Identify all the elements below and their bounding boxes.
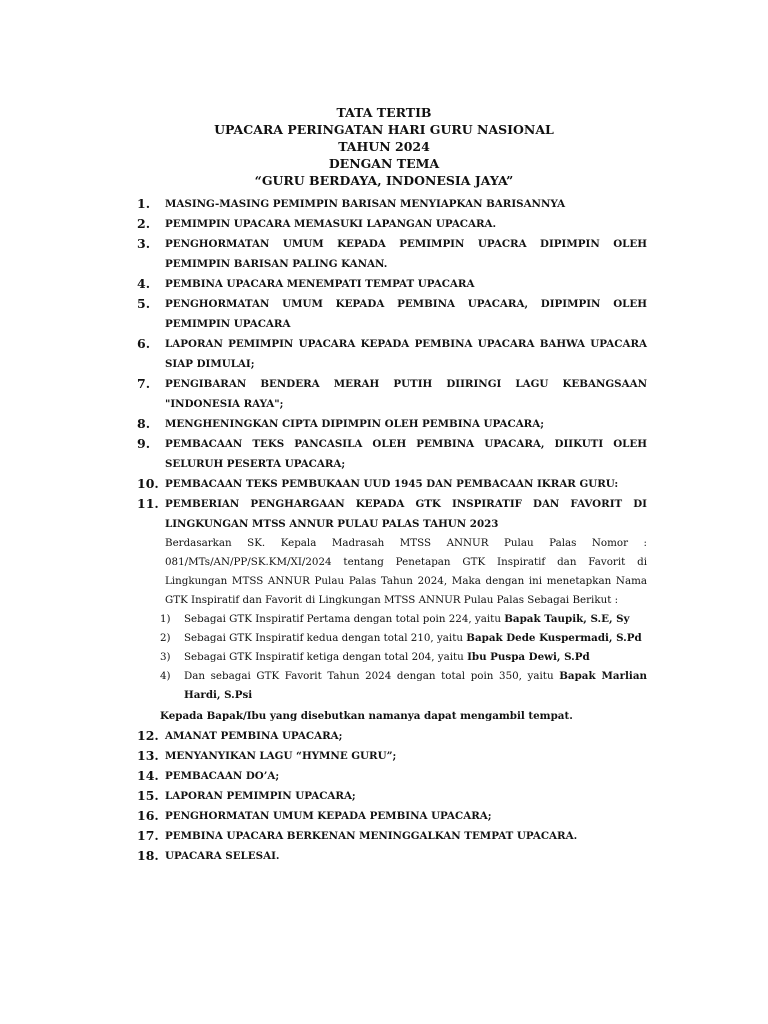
list-item: [0, 214, 768, 234]
item-number: 10.: [137, 476, 159, 491]
header-title: TATA TERTIB: [336, 105, 432, 120]
list-item: [0, 826, 768, 846]
item-text: PEMBERIAN PENGHARGAAN KEPADA GTK INSPIRATIF DAN FAVORIT DI LINGKUNGAN MTSS ANNUR PULAU PALAS TAHUN 2023: [165, 498, 647, 530]
list-item: [0, 294, 768, 334]
award-recipient: Bapak Dede Kuspermadi, S.Pd: [466, 632, 642, 644]
award-item: [0, 629, 768, 648]
item-number: 3.: [137, 236, 151, 251]
list-item: [0, 274, 768, 294]
award-item: [0, 610, 768, 629]
header-theme-label: DENGAN TEMA: [328, 156, 440, 171]
item-number: 16.: [137, 808, 159, 823]
item-number: 8.: [137, 416, 151, 431]
award-number: 4): [160, 670, 171, 682]
item-number: 1.: [137, 196, 151, 211]
item-text: LAPORAN PEMIMPIN UPACARA;: [165, 790, 356, 802]
list-item: [0, 846, 768, 866]
item-number: 2.: [137, 216, 151, 231]
award-number: 2): [160, 632, 171, 644]
list-item: [0, 334, 768, 374]
item-text: PEMBINA UPACARA MENEMPATI TEMPAT UPACARA: [165, 278, 475, 290]
award-number: 3): [160, 651, 171, 663]
header-theme: “GURU BERDAYA, INDONESIA JAYA”: [254, 173, 514, 188]
item-number: 9.: [137, 436, 151, 451]
award-recipient: Bapak Marlian Hardi, S.Psi: [184, 670, 647, 701]
award-note: Kepada Bapak/Ibu yang disebutkan namanya dapat mengambil tempat.: [160, 710, 573, 722]
award-item: [0, 667, 768, 705]
award-text: Sebagai GTK Inspiratif ketiga dengan total 204, yaitu: [184, 651, 468, 663]
item-number: 4.: [137, 276, 151, 291]
list-item: [0, 726, 768, 746]
award-recipient: Ibu Puspa Dewi, S.Pd: [467, 651, 590, 663]
item-number: 17.: [137, 828, 159, 843]
list-item: [0, 806, 768, 826]
item-number: 18.: [137, 848, 159, 863]
item-text: PENGHORMATAN UMUM KEPADA PEMBINA UPACARA;: [165, 810, 492, 822]
item-number: 13.: [137, 748, 159, 763]
document-header: [0, 104, 768, 189]
item-number: 7.: [137, 376, 151, 391]
award-text: Sebagai GTK Inspiratif kedua dengan total 210, yaitu: [184, 632, 467, 644]
item-text: PEMBACAAN TEKS PANCASILA OLEH PEMBINA UPACARA, DIIKUTI OLEH SELURUH PESERTA UPACARA;: [165, 438, 647, 470]
item-text: PEMBACAAN DO’A;: [165, 770, 280, 782]
item-text: PEMIMPIN UPACARA MEMASUKI LAPANGAN UPACARA.: [165, 218, 497, 230]
list-item: [0, 414, 768, 434]
item-text: PENGHORMATAN UMUM KEPADA PEMIMPIN UPACRA DIPIMPIN OLEH PEMIMPIN BARISAN PALING KANAN.: [165, 238, 647, 270]
list-item: [0, 374, 768, 414]
item-number: 15.: [137, 788, 159, 803]
list-item: [0, 194, 768, 214]
list-item: [0, 434, 768, 474]
header-year: TAHUN 2024: [338, 139, 430, 154]
award-text: Sebagai GTK Inspiratif Pertama dengan total poin 224, yaitu: [184, 613, 505, 625]
header-event: UPACARA PERINGATAN HARI GURU NASIONAL: [214, 122, 554, 137]
decree-paragraph: Berdasarkan SK. Kepala Madrasah MTSS ANNUR Pulau Palas Nomor : 081/MTs/AN/PP/SK.KM/XI/2024 tentang Penetapan GTK Inspiratif dan Favorit di Lingkungan MTSS ANNUR Pulau Palas Tahun 2024, Maka dengan ini menetapkan Nama GTK Inspiratif dan Favorit di Lingkungan MTSS ANNUR Pulau Palas Sebagai Berikut :: [165, 537, 647, 606]
item-text: MENGHENINGKAN CIPTA DIPIMPIN OLEH PEMBINA UPACARA;: [165, 418, 545, 430]
agenda-list: [0, 194, 768, 866]
list-item: [0, 746, 768, 766]
award-text: Dan sebagai GTK Favorit Tahun 2024 dengan total poin 350, yaitu: [184, 670, 560, 682]
item-text: PENGHORMATAN UMUM KEPADA PEMBINA UPACARA, DIPIMPIN OLEH PEMIMPIN UPACARA: [165, 298, 647, 330]
item-text: PENGIBARAN BENDERA MERAH PUTIH DIIRINGI LAGU KEBANGSAAN "INDONESIA RAYA";: [165, 378, 647, 410]
item-text: PEMBACAAN TEKS PEMBUKAAN UUD 1945 DAN PEMBACAAN IKRAR GURU:: [165, 478, 619, 490]
item-text: AMANAT PEMBINA UPACARA;: [165, 730, 343, 742]
list-item: [0, 234, 768, 274]
item-text: MASING-MASING PEMIMPIN BARISAN MENYIAPKAN BARISANNYA: [165, 198, 566, 210]
list-item: [0, 786, 768, 806]
item-number: 14.: [137, 768, 159, 783]
item-number: 12.: [137, 728, 159, 743]
list-item: [0, 494, 768, 534]
item-text: LAPORAN PEMIMPIN UPACARA KEPADA PEMBINA UPACARA BAHWA UPACARA SIAP DIMULAI;: [165, 338, 647, 370]
award-item: [0, 648, 768, 667]
item-number: 11.: [137, 496, 159, 511]
item-text: UPACARA SELESAI.: [165, 850, 280, 862]
item-text: PEMBINA UPACARA BERKENAN MENINGGALKAN TEMPAT UPACARA.: [165, 830, 578, 842]
award-number: 1): [160, 613, 171, 625]
list-item: [0, 474, 768, 494]
award-recipient: Bapak Taupik, S.E, Sy: [504, 613, 630, 625]
item-text: MENYANYIKAN LAGU “HYMNE GURU”;: [165, 750, 397, 762]
item-number: 6.: [137, 336, 151, 351]
list-item: [0, 766, 768, 786]
item-number: 5.: [137, 296, 151, 311]
